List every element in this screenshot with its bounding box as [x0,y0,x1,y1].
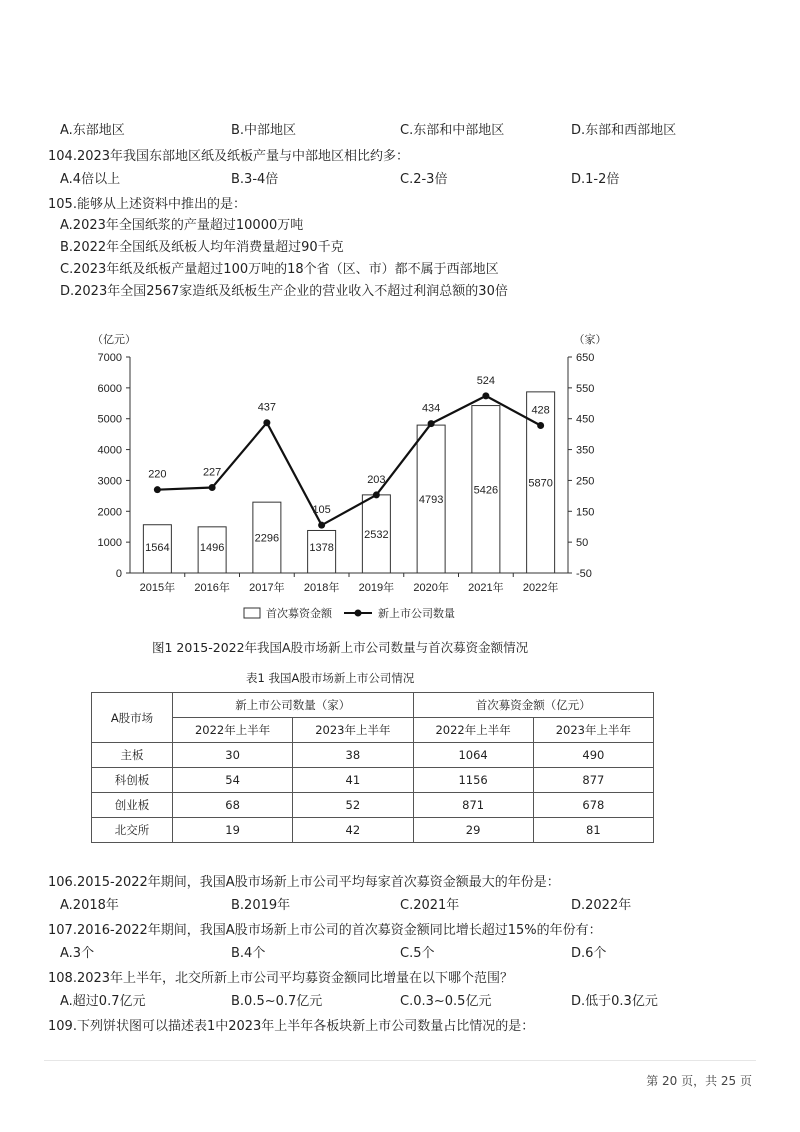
left-tick-label: 7000 [97,352,122,364]
right-tick-label: -50 [576,568,592,580]
x-tick-label: 2015年 [139,582,176,594]
left-tick-label: 0 [115,568,122,580]
left-tick-label: 5000 [97,413,122,426]
x-tick-label: 2017年 [249,582,285,594]
ipo-table [91,692,654,843]
table-sub-header: 2022年上半年 [413,718,533,743]
bar-value-label: 1496 [199,542,225,554]
option-c: C.东部和中部地区 [400,123,505,138]
count-point [318,522,325,529]
q104-option-d: D.1-2倍 [571,172,620,187]
x-tick-label: 2018年 [303,582,340,594]
count-point [373,491,380,498]
left-tick-label: 3000 [97,475,122,488]
q104-option-a: A.4倍以上 [60,172,121,187]
count-point [209,484,216,491]
option-b: B.中部地区 [231,123,297,138]
q105-option-b: B.2022年全国纸及纸板人均年消费量超过90千克 [60,240,344,255]
table-row [92,793,654,818]
right-tick-label: 50 [576,537,589,550]
table-corner-header: A股市场 [92,693,173,743]
right-tick-label: 150 [576,506,595,519]
count-point [428,420,435,427]
question-105-stem: 105.能够从上述资料中推出的是： [48,197,246,212]
question-106-stem: 106.2015-2022年期间，我国A股市场新上市公司平均每家首次募资金额最大的年份是： [48,875,560,890]
table-cell: 1156 [413,768,533,793]
row-label: 主板 [92,743,173,768]
q104-option-b: B.3-4倍 [231,172,279,187]
count-point [537,422,544,429]
table-row [92,818,654,843]
legend-bar-label: 首次募资金额 [266,608,332,620]
bar-value-label: 2296 [254,532,280,545]
table-cell: 19 [173,818,293,843]
count-value-label: 227 [202,466,222,479]
option-d: D.东部和西部地区 [571,123,677,138]
table-cell: 877 [533,768,653,793]
count-value-label: 437 [257,401,277,414]
x-tick-label: 2021年 [468,582,504,594]
table-sub-header: 2022年上半年 [173,718,293,743]
q108-option-b: B.0.5~0.7亿元 [231,994,323,1009]
table-caption: 表1 我国A股市场新上市公司情况 [246,671,415,685]
left-axis-unit: （亿元） [92,334,136,346]
q107-option-a: A.3个 [60,946,95,961]
question-104-stem: 104.2023年我国东部地区纸及纸板产量与中部地区相比约多： [48,149,410,164]
table-group-header-count: 新上市公司数量（家） [173,693,414,718]
legend-line-label: 新上市公司数量 [378,608,455,620]
table-group-header-amount: 首次募资金额（亿元） [413,693,654,718]
legend-line-marker [355,610,362,617]
bar-value-label: 2532 [364,528,389,541]
count-value-label: 524 [476,374,496,387]
q105-option-a: A.2023年全国纸浆的产量超过10000万吨 [60,218,304,233]
page-number: 第 20 页，共 25 页 [646,1074,752,1088]
table-cell: 1064 [413,743,533,768]
bar-value-label: 5426 [473,484,499,497]
q108-option-d: D.低于0.3亿元 [571,994,658,1009]
q106-option-d: D.2022年 [571,898,632,913]
table-cell: 871 [413,793,533,818]
question-108-stem: 108.2023年上半年，北交所新上市公司平均募资金额同比增量在以下哪个范围？ [48,971,514,986]
q107-option-b: B.4个 [231,946,266,961]
count-value-label: 105 [312,504,331,517]
right-axis-unit: （家） [573,334,607,346]
question-109-stem: 109.下列饼状图可以描述表1中2023年上半年各板块新上市公司数量占比情况的是： [48,1019,535,1034]
bar-value-label: 1378 [309,542,334,554]
footer-divider [44,1060,756,1061]
right-tick-label: 550 [576,382,595,395]
right-tick-label: 250 [576,475,595,488]
table-cell: 41 [293,768,413,793]
row-label: 北交所 [92,818,173,843]
q108-option-c: C.0.3~0.5亿元 [400,994,492,1009]
table-cell: 81 [533,818,653,843]
table-sub-header: 2023年上半年 [533,718,653,743]
legend-bar-swatch [244,608,260,618]
table-cell: 29 [413,818,533,843]
table-cell: 54 [173,768,293,793]
x-tick-label: 2022年 [522,582,559,594]
q107-option-c: C.5个 [400,946,435,961]
q105-option-d: D.2023年全国2567家造纸及纸板生产企业的营业收入不超过利润总额的30倍 [60,284,508,299]
count-point [482,392,489,399]
bar-value-label: 4793 [418,494,444,507]
q108-option-a: A.超过0.7亿元 [60,994,146,1009]
ipo-chart [0,320,800,660]
q104-option-c: C.2-3倍 [400,172,448,187]
bar-value-label: 5870 [528,477,553,490]
left-tick-label: 2000 [97,506,122,519]
table-row [92,743,654,768]
x-tick-label: 2020年 [413,582,449,594]
table-sub-header: 2023年上半年 [293,718,413,743]
count-value-label: 434 [421,402,441,415]
count-value-label: 203 [367,473,386,486]
left-tick-label: 1000 [97,537,122,550]
table-row [92,768,654,793]
q107-option-d: D.6个 [571,946,607,961]
right-tick-label: 450 [576,413,595,426]
table-cell: 42 [293,818,413,843]
row-label: 科创板 [92,768,173,793]
table-cell: 68 [173,793,293,818]
count-value-label: 428 [531,404,550,417]
count-value-label: 220 [148,468,167,481]
count-point [154,486,161,493]
count-point [263,419,270,426]
table-cell: 678 [533,793,653,818]
right-tick-label: 650 [576,352,595,364]
table-cell: 490 [533,743,653,768]
table-cell: 52 [293,793,413,818]
x-tick-label: 2019年 [358,582,395,594]
option-a: A.东部地区 [60,123,125,138]
row-label: 创业板 [92,793,173,818]
question-107-stem: 107.2016-2022年期间，我国A股市场新上市公司的首次募资金额同比增长超过15%的年份有： [48,923,602,938]
table-cell: 38 [293,743,413,768]
left-tick-label: 6000 [97,382,122,395]
x-tick-label: 2016年 [194,582,230,594]
right-tick-label: 350 [576,444,595,457]
q105-option-c: C.2023年纸及纸板产量超过100万吨的18个省（区、市）都不属于西部地区 [60,262,499,277]
bar-value-label: 1564 [145,542,170,554]
left-tick-label: 4000 [97,444,122,457]
q106-option-b: B.2019年 [231,898,291,913]
table-cell: 30 [173,743,293,768]
q106-option-a: A.2018年 [60,898,119,913]
figure-caption: 图1 2015-2022年我国A股市场新上市公司数量与首次募资金额情况 [152,640,529,655]
q106-option-c: C.2021年 [400,898,460,913]
